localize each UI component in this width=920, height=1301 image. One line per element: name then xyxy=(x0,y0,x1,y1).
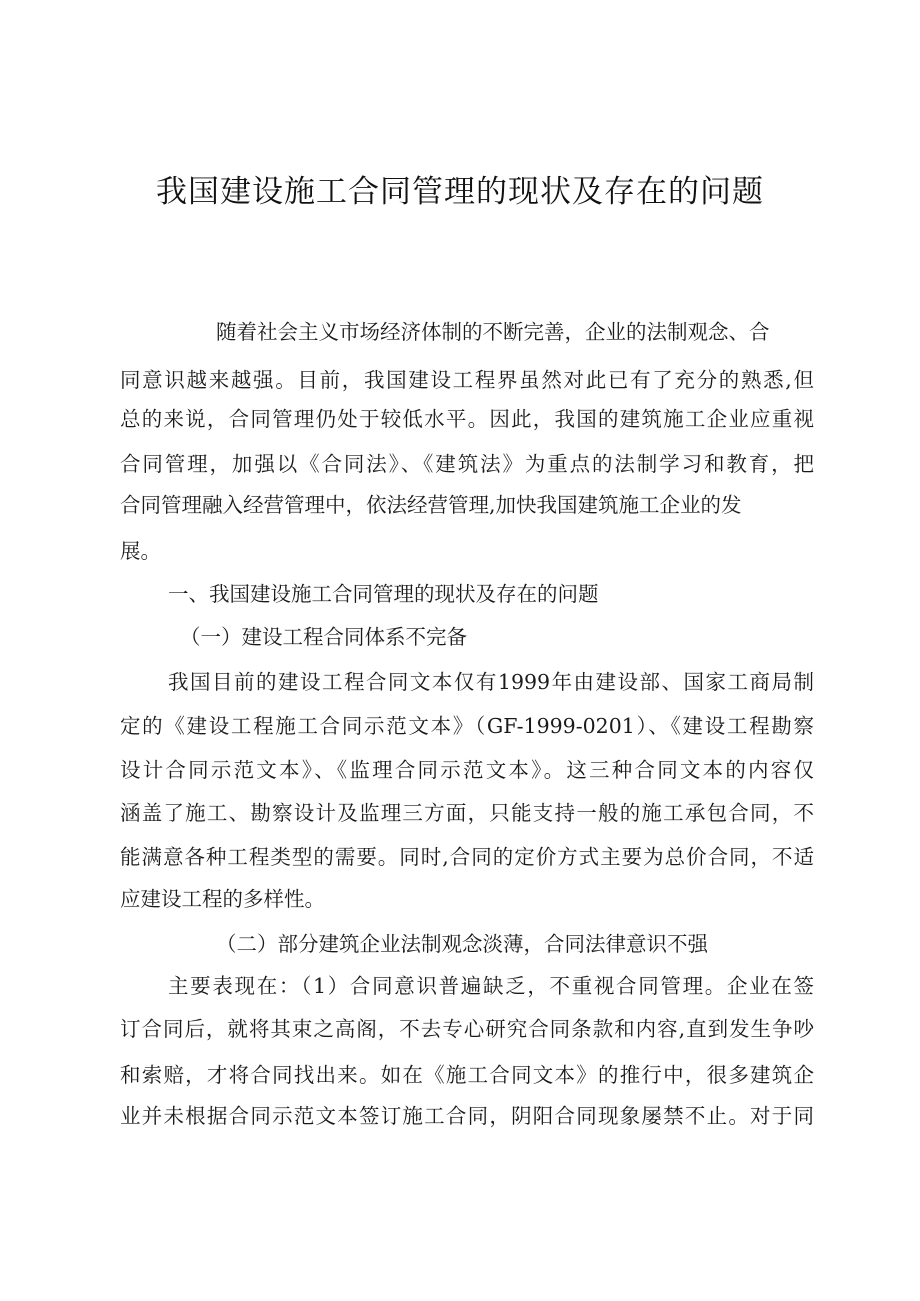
intro-line-2: 同意识越来越强。目前，我国建设工程界虽然对此已有了充分的熟悉,但 xyxy=(120,368,814,392)
subsection-1-line-1: 我国目前的建设工程合同文本仅有1999年由建设部、国家工商局制 xyxy=(168,670,814,694)
subsection-2-heading: （二）部分建筑企业法制观念淡薄，合同法律意识不强 xyxy=(216,932,708,956)
subsection-1-line-2: 定的《建设工程施工合同示范文本》（GF-1999-0201）、《建设工程勘察 xyxy=(120,714,814,738)
subsection-2-line-3: 和索赔，才将合同找出来。如在《施工合同文本》的推行中，很多建筑企 xyxy=(120,1063,814,1087)
intro-line-1: 随着社会主义市场经济体制的不断完善，企业的法制观念、合 xyxy=(216,320,770,344)
subsection-1-line-3: 设计合同示范文本》、《监理合同示范文本》。这三种合同文本的内容仅 xyxy=(120,758,814,782)
subsection-1-heading: （一）建设工程合同体系不完备 xyxy=(180,625,467,649)
subsection-2-line-2: 订合同后，就将其束之高阁，不去专心研究合同条款和内容,直到发生争吵 xyxy=(120,1017,814,1041)
document-title: 我国建设施工合同管理的现状及存在的问题 xyxy=(156,174,764,210)
subsection-2-line-1: 主要表现在：（1）合同意识普遍缺乏，不重视合同管理。企业在签 xyxy=(168,974,814,998)
intro-line-6: 展。 xyxy=(120,539,161,563)
intro-line-3: 总的来说，合同管理仍处于较低水平。因此，我国的建筑施工企业应重视 xyxy=(120,407,814,431)
subsection-1-line-4: 涵盖了施工、勘察设计及监理三方面，只能支持一般的施工承包合同，不 xyxy=(120,801,814,825)
subsection-2-line-4: 业并未根据合同示范文本签订施工合同，阴阳合同现象屡禁不止。对于同 xyxy=(120,1104,814,1128)
intro-line-5: 合同管理融入经营管理中，依法经营管理,加快我国建筑施工企业的发 xyxy=(120,493,742,517)
subsection-1-line-5: 能满意各种工程类型的需要。同时,合同的定价方式主要为总价合同，不适 xyxy=(120,845,814,869)
subsection-1-line-6: 应建设工程的多样性。 xyxy=(120,887,325,911)
section-1-heading: 一、我国建设施工合同管理的现状及存在的问题 xyxy=(168,582,599,606)
intro-line-4: 合同管理，加强以《合同法》、《建筑法》为重点的法制学习和教育，把 xyxy=(120,452,814,476)
